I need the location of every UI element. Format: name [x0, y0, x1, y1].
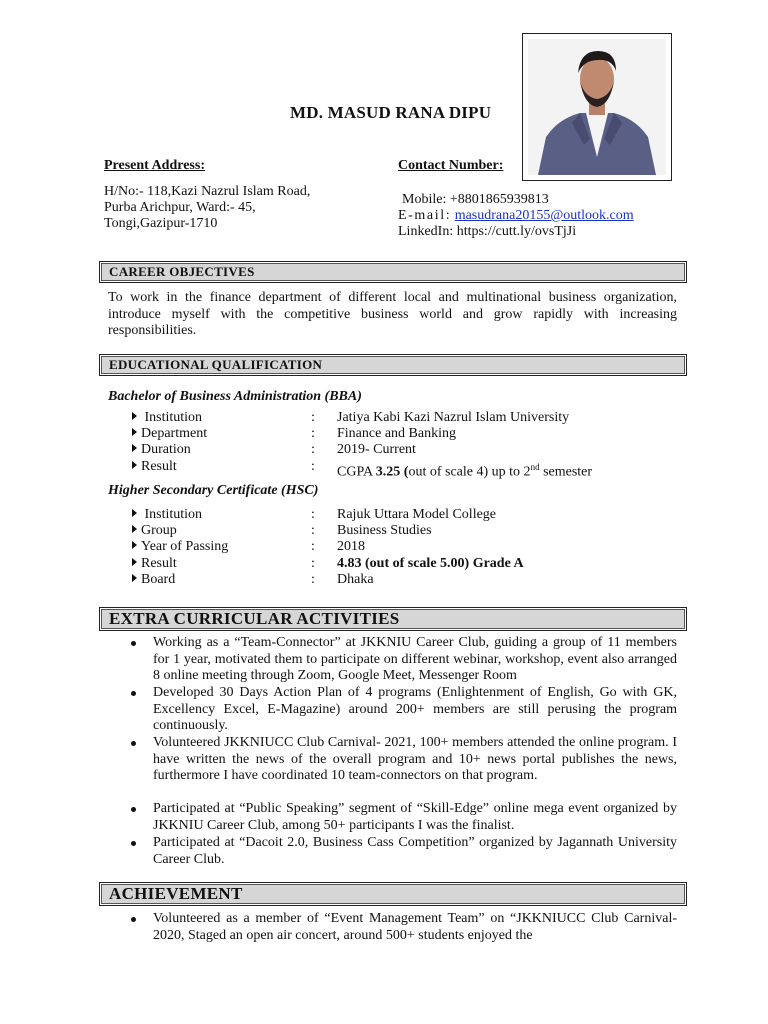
list-item-text: Volunteered JKKNIUCC Club Carnival- 2021, 100+ members attended the online program. I have written the news of the overall program and 10+ news portal publishes the news, furthermore I have coordinated 10 team-connectors on that program. [153, 735, 677, 784]
achievement-header [99, 882, 687, 906]
list-item-text: Participated at “Dacoit 2.0, Business Cass Competition” organized by Jagannath University Career Club. [153, 835, 677, 867]
section-title: CAREER OBJECTIVES [109, 264, 255, 279]
hsc-row-year [132, 539, 632, 555]
row-label: Result [141, 556, 177, 571]
arrow-bullet-icon [132, 444, 137, 452]
row-value [337, 459, 592, 481]
present-address-label: Present Address: [104, 158, 205, 173]
row-value: Finance and Banking [337, 426, 456, 441]
hsc-title: Higher Secondary Certificate (HSC) [108, 483, 319, 498]
row-value: Jatiya Kabi Kazi Nazrul Islam University [337, 410, 570, 425]
email-label: E-mail: [398, 208, 452, 223]
portrait-image [528, 39, 666, 175]
list-item [153, 735, 677, 785]
row-colon: : [311, 507, 315, 522]
address-line-1: H/No:- 118,Kazi Nazrul Islam Road, [104, 184, 311, 199]
row-colon: : [311, 556, 315, 571]
education-header [99, 354, 687, 376]
bba-title: Bachelor of Business Administration (BBA) [108, 389, 362, 404]
candidate-name: MD. MASUD RANA DIPU [290, 103, 492, 122]
list-item-text: Participated at “Public Speaking” segment of “Skill-Edge” online mega event organized by JKKNIU Career Club, among 50+ participants I was the finalist. [153, 801, 677, 833]
list-item [153, 801, 677, 834]
email-line [398, 207, 634, 224]
row-value: 4.83 (out of scale 5.00) Grade A [337, 556, 524, 571]
hsc-row-institution [132, 507, 632, 523]
row-value: 2019- Current [337, 442, 416, 457]
extra-curricular-header [99, 607, 687, 631]
arrow-bullet-icon [132, 428, 137, 436]
hsc-row-board [132, 572, 632, 588]
row-label: Institution [141, 507, 203, 522]
result-cgpa: 3.25 ( [375, 464, 409, 480]
row-colon: : [311, 442, 315, 457]
row-value: Business Studies [337, 523, 432, 538]
list-item [153, 835, 677, 868]
bba-row-duration [132, 442, 632, 458]
list-item [153, 635, 677, 685]
row-value: Dhaka [337, 572, 374, 587]
row-colon: : [311, 426, 315, 441]
linkedin-link[interactable]: LinkedIn: https://cutt.ly/ovsTjJi [398, 224, 577, 239]
list-item [153, 911, 677, 944]
bba-row-institution [132, 410, 632, 426]
profile-photo [522, 33, 672, 181]
contact-number-label: Contact Number: [398, 158, 504, 173]
list-item-text: Volunteered as a member of “Event Management Team” on “JKKNIUCC Club Carnival-2020, Staged an open air concert, around 500+ students enjoyed the [153, 911, 677, 943]
arrow-bullet-icon [132, 558, 137, 566]
mobile-number: Mobile: +8801865939813 [402, 192, 549, 207]
section-title: EXTRA CURRICULAR ACTIVITIES [109, 609, 400, 628]
arrow-bullet-icon [132, 461, 137, 469]
row-label: Board [141, 572, 176, 587]
row-colon: : [311, 523, 315, 538]
hsc-row-result [132, 556, 632, 572]
section-title: EDUCATIONAL QUALIFICATION [109, 357, 323, 372]
bba-row-department [132, 426, 632, 442]
email-link[interactable]: masudrana20155@outlook.com [454, 208, 634, 223]
row-colon: : [311, 459, 315, 474]
section-title: ACHIEVEMENT [109, 884, 243, 903]
hsc-row-group [132, 523, 632, 539]
result-suffix: semester [539, 464, 593, 480]
arrow-bullet-icon [132, 509, 137, 517]
row-label: Group [141, 523, 177, 538]
list-item [153, 685, 677, 735]
row-label: Year of Passing [141, 539, 229, 554]
row-label: Result [141, 459, 177, 474]
arrow-bullet-icon [132, 525, 137, 533]
arrow-bullet-icon [132, 541, 137, 549]
row-colon: : [311, 539, 315, 554]
row-value: 2018 [337, 539, 365, 554]
bullet-icon [131, 741, 136, 746]
address-line-2: Purba Arichpur, Ward:- 45, [104, 200, 256, 215]
address-line-3: Tongi,Gazipur-1710 [104, 216, 218, 231]
row-value: Rajuk Uttara Model College [337, 507, 497, 522]
list-item-text: Developed 30 Days Action Plan of 4 programs (Enlightenment of English, Go with GK, Excellency Excel, E-Magazine) around 200+ members are still perusing the program continuously. [153, 685, 677, 734]
bullet-icon [131, 841, 136, 846]
career-objectives-header [99, 261, 687, 283]
result-scale: out of scale 4) up to 2 [408, 464, 531, 480]
list-item-text: Working as a “Team-Connector” at JKKNIU Career Club, guiding a group of 11 members for 1 year, motivated them to participate on different webinar, workshop, event also arranged 8 online meeting through Zoom, Google Meet, Messenger Room [153, 635, 677, 684]
row-colon: : [311, 410, 315, 425]
arrow-bullet-icon [132, 412, 137, 420]
result-superscript: nd [530, 462, 540, 472]
bullet-icon [131, 641, 136, 646]
row-label: Institution [141, 410, 203, 425]
bullet-icon [131, 917, 136, 922]
career-objectives-text: To work in the finance department of different local and multinational business organization, introduce myself with the competitive business world and grow rapidly with increasing responsibilities. [108, 290, 677, 339]
bba-row-result [132, 459, 672, 480]
row-label: Department [141, 426, 208, 441]
bullet-icon [131, 691, 136, 696]
row-label: Duration [141, 442, 191, 457]
arrow-bullet-icon [132, 574, 137, 582]
result-prefix: CGPA [337, 464, 376, 480]
bullet-icon [131, 807, 136, 812]
row-colon: : [311, 572, 315, 587]
